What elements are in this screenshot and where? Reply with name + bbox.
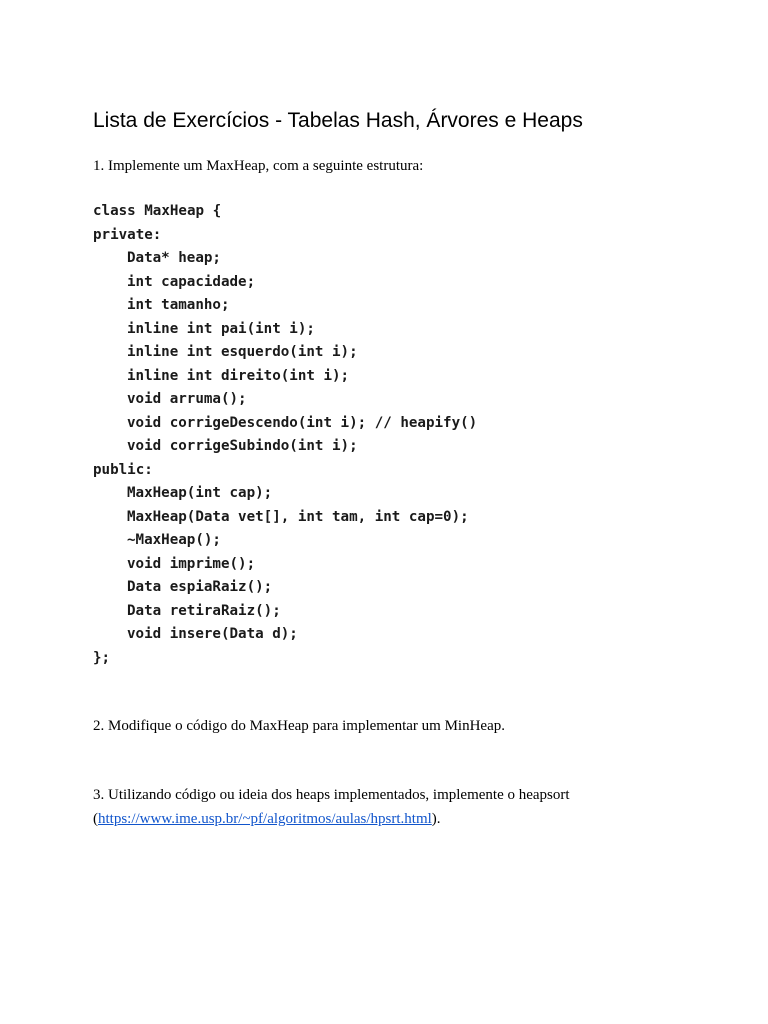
link-open-paren: ( [93, 811, 98, 827]
code-line: }; [93, 649, 111, 666]
code-line: public: [93, 461, 153, 478]
code-block [93, 200, 477, 670]
document-title: Lista de Exercícios - Tabelas Hash, Árvores e Heaps [93, 109, 583, 132]
code-line: MaxHeap(int cap); [127, 485, 273, 501]
question-3-link-line [93, 808, 441, 830]
question-3-text: 3. Utilizando código ou ideia dos heaps implementados, implemente o heapsort [93, 787, 570, 803]
code-line: class MaxHeap { [93, 203, 222, 219]
code-line: inline int esquerdo(int i); [127, 344, 358, 360]
code-line: void corrigeDescendo(int i); // heapify() [127, 414, 478, 431]
code-line: MaxHeap(Data vet[], int tam, int cap=0); [127, 508, 469, 525]
code-line: void corrigeSubindo(int i); [127, 438, 358, 454]
code-line: ~MaxHeap(); [127, 532, 221, 548]
code-line: inline int direito(int i); [127, 367, 350, 384]
link-close-paren: ). [431, 811, 441, 827]
code-line: int tamanho; [127, 297, 230, 313]
code-line: int capacidade; [127, 273, 256, 290]
code-line: private: [93, 226, 162, 243]
question-1-text: 1. Implemente um MaxHeap, com a seguinte estrutura: [93, 158, 424, 174]
code-line: inline int pai(int i); [127, 320, 315, 337]
code-line: Data retiraRaiz(); [127, 602, 281, 619]
code-line: Data* heap; [127, 250, 221, 266]
question-2-text: 2. Modifique o código do MaxHeap para implementar um MinHeap. [93, 718, 505, 734]
heapsort-reference-link[interactable]: https://www.ime.usp.br/~pf/algoritmos/aulas/hpsrt.html [98, 811, 432, 827]
code-line: Data espiaRaiz(); [127, 579, 273, 595]
code-line: void arruma(); [127, 391, 247, 407]
code-line: void imprime(); [127, 555, 256, 572]
code-line: void insere(Data d); [127, 626, 298, 642]
